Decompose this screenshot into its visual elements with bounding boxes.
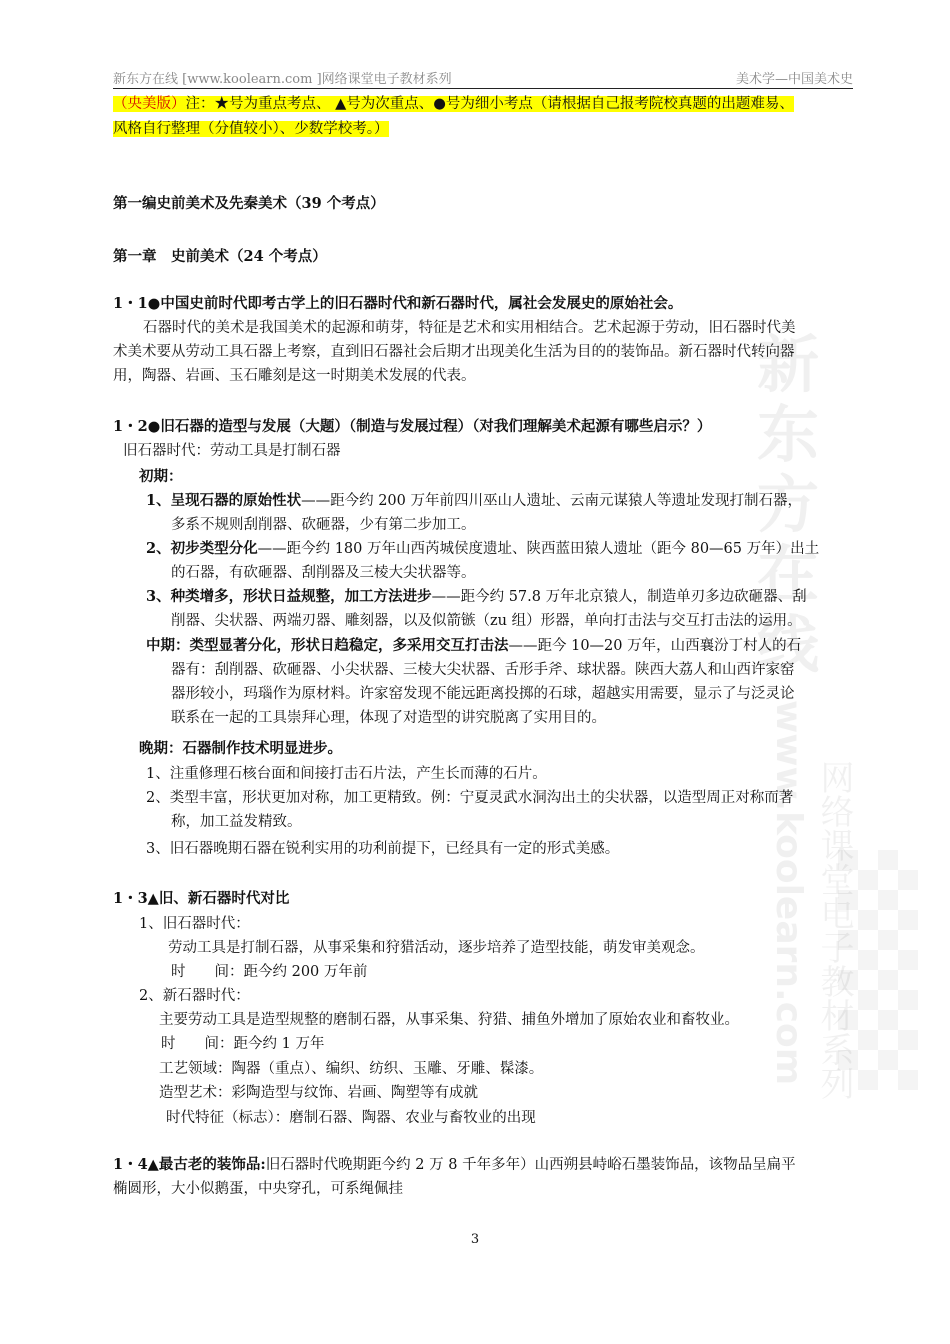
p13-art: 造型艺术：彩陶造型与纹饰、岩画、陶塑等有成就 [159, 1085, 478, 1101]
p12-late-item-1: 1、注重修理石核台面和间接打击石片法，产生长而薄的石片。 [146, 766, 547, 782]
watermark-url: www.koolearn.com [768, 700, 809, 1086]
p12-early-item-3-cont: 削器、尖状器、两端刃器、雕刻器，以及似箭镞（zu 组）形器，单向打击法与交互打击法的运用。 [171, 613, 802, 629]
p14-heading [113, 1153, 796, 1177]
page-number: 3 [470, 1232, 480, 1247]
header-right-text: 美术学—中国美术史 [735, 72, 853, 87]
notice-line2: 风格自行整理（分值较小）、少数学校考。） [113, 121, 389, 137]
p12-heading: 1・2●旧石器的造型与发展（大题）（制造与发展过程）（对我们理解美术起源有哪些启示？） [113, 418, 712, 435]
p12-early-label: 初期： [139, 468, 183, 485]
page-header [113, 64, 853, 89]
e1-rest: ——距今约 200 万年前四川巫山人遗址、云南元谋猿人等遗址发现打制石器， [301, 493, 802, 509]
p13-old-label: 1、旧石器时代： [139, 916, 250, 932]
notice-text: 注：★号为重点考点、 ▲号为次重点、●号为细小考点（请根据自己报考院校真题的出题难易、 [185, 96, 794, 112]
p13-feature: 时代特征（标志）：磨制石器、陶器、农业与畜牧业的出现 [166, 1110, 536, 1126]
p12-intro: 旧石器时代：劳动工具是打制石器 [123, 443, 341, 459]
p12-late-item-2-cont: 称，加工益发精致。 [171, 814, 302, 830]
e2-bold: 2、初步类型分化 [146, 540, 258, 557]
e3-bold: 3、种类增多，形状日益规整，加工方法进步 [146, 588, 432, 605]
notice-box [113, 92, 873, 142]
p13-craft: 工艺领域：陶器（重点）、编织、纺织、玉雕、牙雕、髹漆。 [159, 1061, 544, 1077]
e2-rest: ——距今约 180 万年山西芮城侯度遗址、陕西蓝田猿人遗址（距今 80—65 万年）出土 [257, 541, 820, 557]
notice-prefix: （央美版） [113, 96, 186, 112]
watermark-brand: 新东方在线 [756, 328, 819, 681]
p12-early-item-1-cont: 多系不规则刮削器、砍砸器，少有第二步加工。 [171, 517, 476, 533]
p13-new-time: 时 间：距今约 1 万年 [161, 1036, 325, 1052]
p13-new-label: 2、新石器时代： [139, 988, 250, 1004]
p13-old-time: 时 间：距今约 200 万年前 [171, 964, 368, 980]
p12-mid-line-3: 联系在一起的工具崇拜心理，体现了对造型的讲究脱离了实用目的。 [171, 710, 606, 726]
p13-old-desc: 劳动工具是打制石器，从事采集和狩猎活动，逐步培养了造型技能，萌发审美观念。 [168, 940, 705, 956]
mid-bold: 中期：类型显著分化，形状日趋稳定，多采用交互打击法 [146, 637, 509, 654]
p14-line-2: 椭圆形，大小似鹅蛋，中央穿孔，可系绳佩挂 [113, 1181, 403, 1197]
p11-heading: 1・1●中国史前时代即考古学上的旧石器时代和新石器时代，属社会发展史的原始社会。 [113, 295, 683, 312]
p12-late-item-2: 2、类型丰富，形状更加对称，加工更精致。例：宁夏灵武水洞沟出土的尖状器，以造型周正对称而著 [146, 790, 794, 806]
p12-late-label: 晚期：石器制作技术明显进步。 [139, 740, 342, 757]
p12-early-item-1 [146, 489, 802, 513]
p11-line-3: 用，陶器、岩画、玉石雕刻是这一时期美术发展的代表。 [113, 368, 476, 384]
p12-late-item-3: 3、旧石器晚期石器在锐利实用的功利前提下，已经具有一定的形式美感。 [146, 841, 620, 857]
mid-rest: ——距今 10—20 万年，山西襄汾丁村人的石 [508, 638, 802, 654]
p12-mid-line-1: 器有：刮削器、砍砸器、小尖状器、三棱大尖状器、舌形手斧、球状器。陕西大荔人和山西许家窑 [171, 662, 795, 678]
e1-bold: 1、呈现石器的原始性状 [146, 492, 302, 509]
p14-heading-rest: 旧石器时代晚期距今约 2 万 8 千年多年）山西朔县峙峪石墨装饰品，该物品呈扁平 [265, 1157, 796, 1173]
watermark-series: 网络课堂电子教材系列 [814, 760, 854, 1100]
p13-heading: 1・3▲旧、新石器时代对比 [113, 890, 290, 907]
p12-mid [146, 634, 801, 658]
p12-mid-line-2: 器形较小，玛瑙作为原材料。许家窑发现不能远距离投掷的石球，超越实用需要，显示了与泛灵论 [171, 686, 795, 702]
header-left-text: 新东方在线 [www.koolearn.com ]网络课堂电子教材系列 [113, 72, 452, 87]
p12-early-item-2-cont: 的石器，有砍砸器、刮削器及三棱大尖状器等。 [171, 565, 476, 581]
chapter-title: 第一章 史前美术（24 个考点） [113, 248, 327, 265]
watermark [718, 330, 918, 1230]
e3-rest: ——距今约 57.8 万年北京猿人，制造单刃多边砍砸器、刮 [431, 589, 807, 605]
p12-early-item-2 [146, 537, 819, 561]
section-title: 第一编史前美术及先秦美术（39 个考点） [113, 195, 385, 212]
p11-line-1: 石器时代的美术是我国美术的起源和萌芽，特征是艺术和实用相结合。艺术起源于劳动，旧石器时代美 [143, 320, 796, 336]
p11-line-2: 术美术要从劳动工具石器上考察，直到旧石器社会后期才出现美化生活为目的的装饰品。新石器时代转向器 [113, 344, 795, 360]
p12-early-item-3 [146, 585, 807, 609]
p13-new-desc: 主要劳动工具是造型规整的磨制石器，从事采集、狩猎、捕鱼外增加了原始农业和畜牧业。 [159, 1012, 739, 1028]
p14-heading-bold: 1・4▲最古老的装饰品: [113, 1156, 266, 1173]
